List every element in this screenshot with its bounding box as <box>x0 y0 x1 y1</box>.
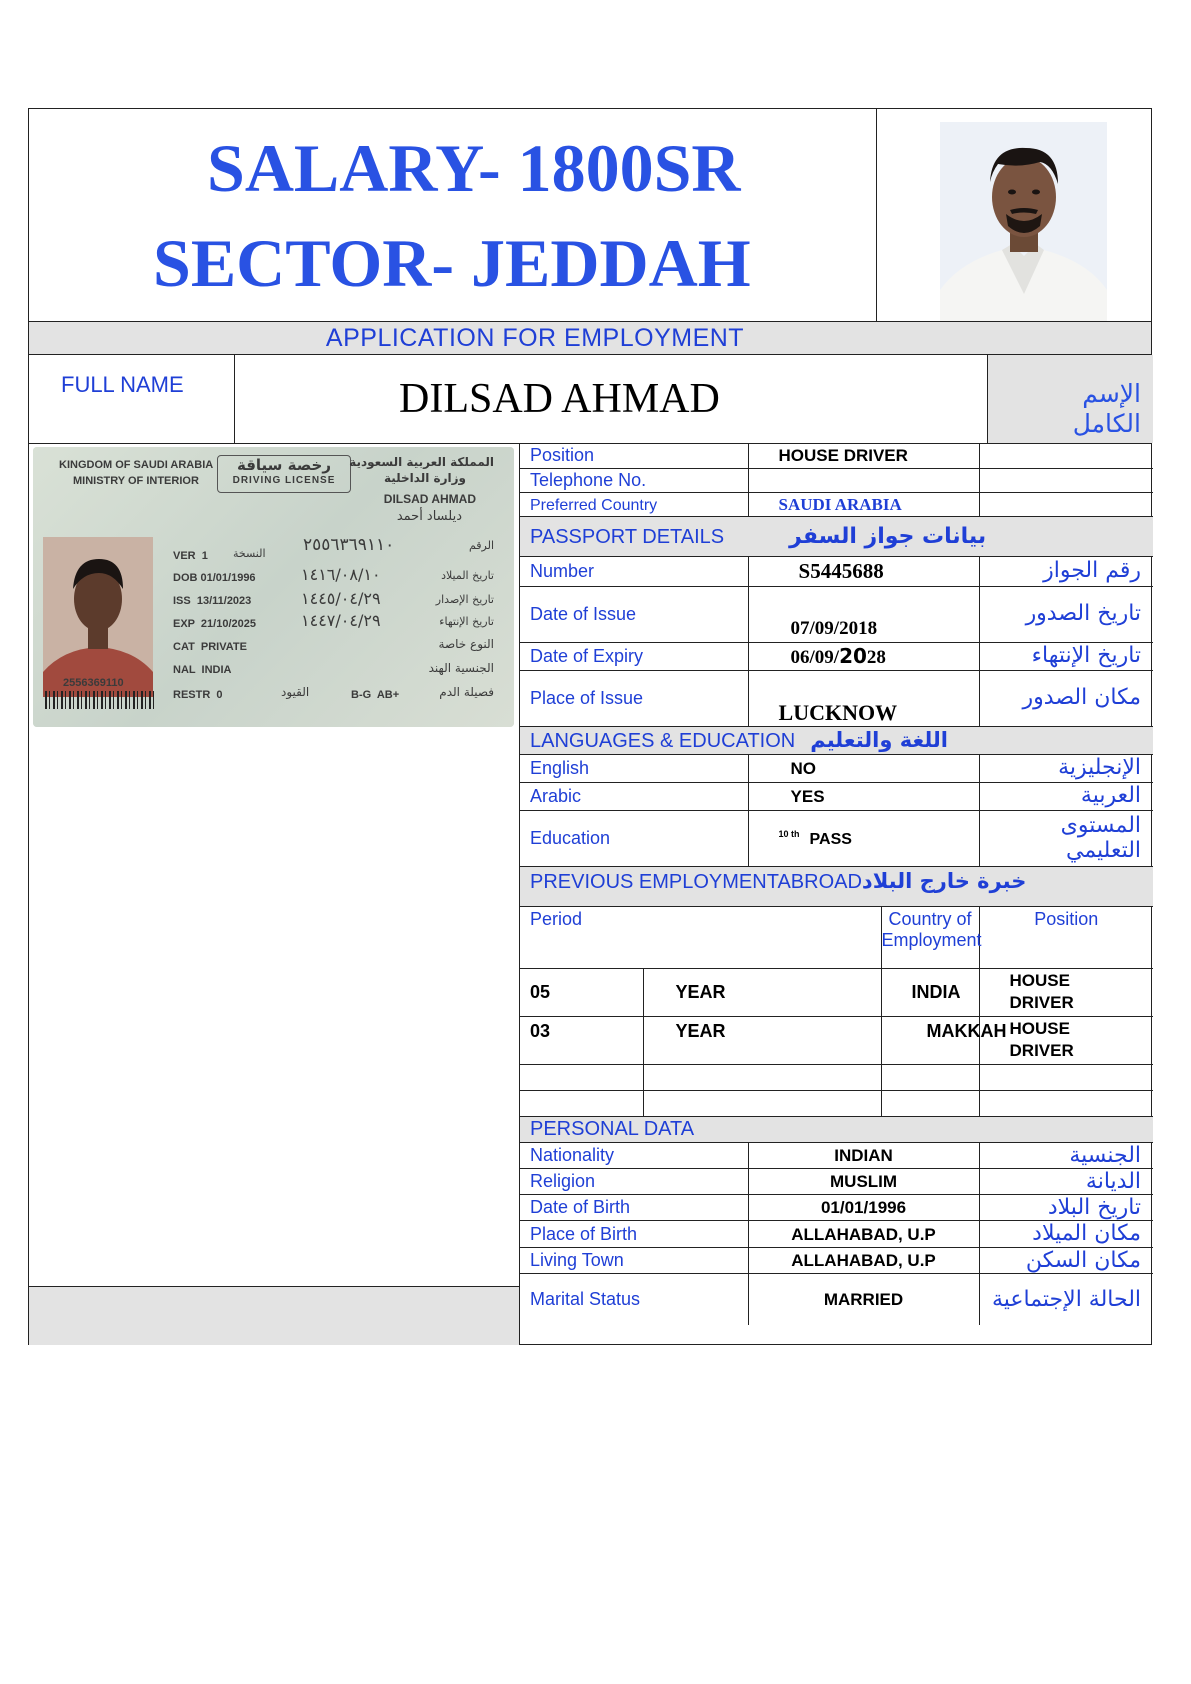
nationality-ar: الجنسية <box>979 1142 1153 1168</box>
photo-divider <box>876 109 877 321</box>
dob-ar: تاريخ البلاد <box>979 1195 1153 1221</box>
passport-number-ar: رقم الجواز <box>979 556 1153 586</box>
details-table <box>520 444 1153 1325</box>
form-title-bar <box>28 321 1152 354</box>
license-iss-ar: ١٤٤٥/٠٤/٢٩ <box>301 589 381 608</box>
languages-title-ar: اللغة والتعليم <box>810 727 948 752</box>
employment-row <box>520 1016 1153 1064</box>
header-block <box>28 108 1152 321</box>
license-restr: RESTR 0 <box>173 689 223 701</box>
license-person-icon <box>43 537 153 697</box>
full-name-label: FULL NAME <box>61 372 184 397</box>
emp-country: MAKKAH <box>881 1016 979 1064</box>
license-iss-label-ar: تاريخ الإصدار <box>435 593 494 606</box>
left-bottom-gray <box>29 1286 519 1345</box>
form-title: APPLICATION FOR EMPLOYMENT <box>325 324 745 352</box>
license-dob-label-ar: تاريخ الميلاد <box>441 569 494 582</box>
application-sheet <box>28 108 1152 1345</box>
license-exp: EXP 21/10/2025 <box>173 618 256 630</box>
preferred-ar-cell <box>979 492 1153 516</box>
employment-row-empty <box>520 1064 1153 1090</box>
nationality-value: INDIAN <box>748 1142 979 1168</box>
town-ar: مكان السكن <box>979 1247 1153 1273</box>
expiry-date-ar: تاريخ الإنتهاء <box>979 642 1153 670</box>
person-photo-icon <box>940 122 1107 321</box>
arabic-value: YES <box>748 782 979 810</box>
sector-heading: SECTOR- JEDDAH <box>153 225 751 301</box>
license-name-ar: ديلساد أحمد <box>396 509 462 524</box>
religion-label: Religion <box>520 1168 748 1194</box>
license-ver-ar: النسخة <box>233 547 266 560</box>
arabic-ar: العربية <box>979 782 1153 810</box>
col-country-header: Country of Employment <box>881 906 979 968</box>
education-label: Education <box>520 810 748 866</box>
license-ministry: MINISTRY OF INTERIOR <box>73 475 199 487</box>
religion-ar: الديانة <box>979 1168 1153 1194</box>
issue-date-value: 07/09/2018 <box>748 586 979 642</box>
name-divider-left <box>234 355 235 443</box>
passport-number-value: S5445688 <box>748 556 979 586</box>
position-label: Position <box>520 444 748 468</box>
dob-value: 01/01/1996 <box>748 1195 979 1221</box>
applicant-photo <box>940 122 1107 321</box>
languages-section-header: LANGUAGES & EDUCATION اللغة والتعليم <box>520 726 1153 754</box>
expiry-date-value: 06/09/2028 <box>748 642 979 670</box>
pob-ar: مكان الميلاد <box>979 1221 1153 1247</box>
marital-label: Marital Status <box>520 1273 748 1325</box>
education-ar: المستوى التعليمي <box>979 810 1153 866</box>
passport-number-label: Number <box>520 556 748 586</box>
pob-label: Place of Birth <box>520 1221 748 1247</box>
full-name-value: DILSAD AHMAD <box>399 376 720 422</box>
license-kingdom-ar: المملكة العربية السعودية <box>349 455 494 469</box>
col-period-header: Period <box>520 906 881 968</box>
place-issue-value: LUCKNOW <box>748 670 979 726</box>
preferred-label: Preferred Country <box>520 492 748 516</box>
license-cat: CAT PRIVATE <box>173 641 247 653</box>
issue-date-label: Date of Issue <box>520 586 748 642</box>
passport-title-ar: بيانات جواز السفر <box>789 523 987 549</box>
dob-label: Date of Birth <box>520 1195 748 1221</box>
emp-period: 05 <box>520 968 643 1016</box>
nationality-label: Nationality <box>520 1142 748 1168</box>
passport-section-header: PASSPORT DETAILS بيانات جواز السفر <box>520 516 1153 556</box>
personal-section-header: PERSONAL DATA <box>520 1116 1153 1142</box>
employment-title-ar: خبرة خارج البلاد <box>861 868 1027 893</box>
preferred-value: SAUDI ARABIA <box>748 492 979 516</box>
place-issue-ar: مكان الصدور <box>979 670 1153 726</box>
license-photo <box>43 537 153 697</box>
license-dob-ar: ١٤١٦/٠٨/١٠ <box>301 565 381 584</box>
employment-row-empty <box>520 1090 1153 1116</box>
telephone-ar-cell <box>979 468 1153 492</box>
emp-position: HOUSE DRIVER <box>979 1016 1153 1064</box>
license-cat-ar: النوع خاصة <box>438 637 494 651</box>
issue-date-ar: تاريخ الصدور <box>979 586 1153 642</box>
license-nal-ar: الجنسية الهند <box>428 661 494 675</box>
english-label: English <box>520 754 748 782</box>
pob-value: ALLAHABAD, U.P <box>748 1221 979 1247</box>
license-title-box <box>217 455 351 493</box>
license-name: DILSAD AHMAD <box>383 492 476 506</box>
full-name-ar-text: الإسم الكامل <box>1072 379 1141 438</box>
emp-unit: YEAR <box>643 1016 881 1064</box>
position-value: HOUSE DRIVER <box>748 444 979 468</box>
left-column <box>29 444 520 1344</box>
license-number-ar: ٢٥٥٦٣٦٩١١٠ <box>303 535 395 555</box>
employment-row <box>520 968 1153 1016</box>
marital-ar: الحالة الإجتماعية <box>979 1273 1153 1325</box>
expiry-date-label: Date of Expiry <box>520 642 748 670</box>
place-issue-label: Place of Issue <box>520 670 748 726</box>
license-exp-ar: ١٤٤٧/٠٤/٢٩ <box>301 611 381 630</box>
license-ministry-ar: وزارة الداخلية <box>383 471 466 485</box>
license-exp-label-ar: تاريخ الإنتهاء <box>439 615 494 628</box>
telephone-value <box>748 468 979 492</box>
telephone-label: Telephone No. <box>520 468 748 492</box>
license-blood: B-G AB+ <box>351 689 400 701</box>
license-dob: DOB 01/01/1996 <box>173 572 256 584</box>
emp-position: HOUSE DRIVER <box>979 968 1153 1016</box>
license-title: DRIVING LICENSE <box>232 475 336 486</box>
english-value: NO <box>748 754 979 782</box>
full-name-row <box>28 354 1152 443</box>
driving-license-card <box>33 447 514 727</box>
license-nal: NAL INDIA <box>173 664 232 676</box>
license-barcode <box>45 691 157 709</box>
license-number: 2556369110 <box>63 677 124 689</box>
position-ar-cell <box>979 444 1153 468</box>
details-column <box>520 444 1153 1325</box>
license-ver: VER 1 <box>173 550 208 562</box>
full-name-label-ar <box>988 355 1153 443</box>
education-value: $^{10 th}$ PASS <box>748 810 979 866</box>
license-restr-ar: القيود <box>281 685 310 699</box>
arabic-label: Arabic <box>520 782 748 810</box>
col-position-header: Position <box>979 906 1153 968</box>
employment-section-header: PREVIOUS EMPLOYMENTABROADخبرة خارج البلاد <box>520 866 1153 906</box>
emp-country: INDIA <box>881 968 979 1016</box>
emp-unit: YEAR <box>643 968 881 1016</box>
religion-value: MUSLIM <box>748 1168 979 1194</box>
marital-value: MARRIED <box>748 1273 979 1325</box>
main-section <box>28 443 1152 1345</box>
salary-heading: SALARY- 1800SR <box>207 130 741 206</box>
english-ar: الإنجليزية <box>979 754 1153 782</box>
emp-period: 03 <box>520 1016 643 1064</box>
town-value: ALLAHABAD, U.P <box>748 1247 979 1273</box>
license-kingdom: KINGDOM OF SAUDI ARABIA <box>59 459 214 471</box>
license-title-ar: رخصة سياقة <box>237 456 331 474</box>
town-label: Living Town <box>520 1247 748 1273</box>
license-blood-ar: فصيلة الدم <box>439 685 494 699</box>
license-number-label-ar: الرقم <box>468 539 494 552</box>
license-iss: ISS 13/11/2023 <box>173 595 252 607</box>
